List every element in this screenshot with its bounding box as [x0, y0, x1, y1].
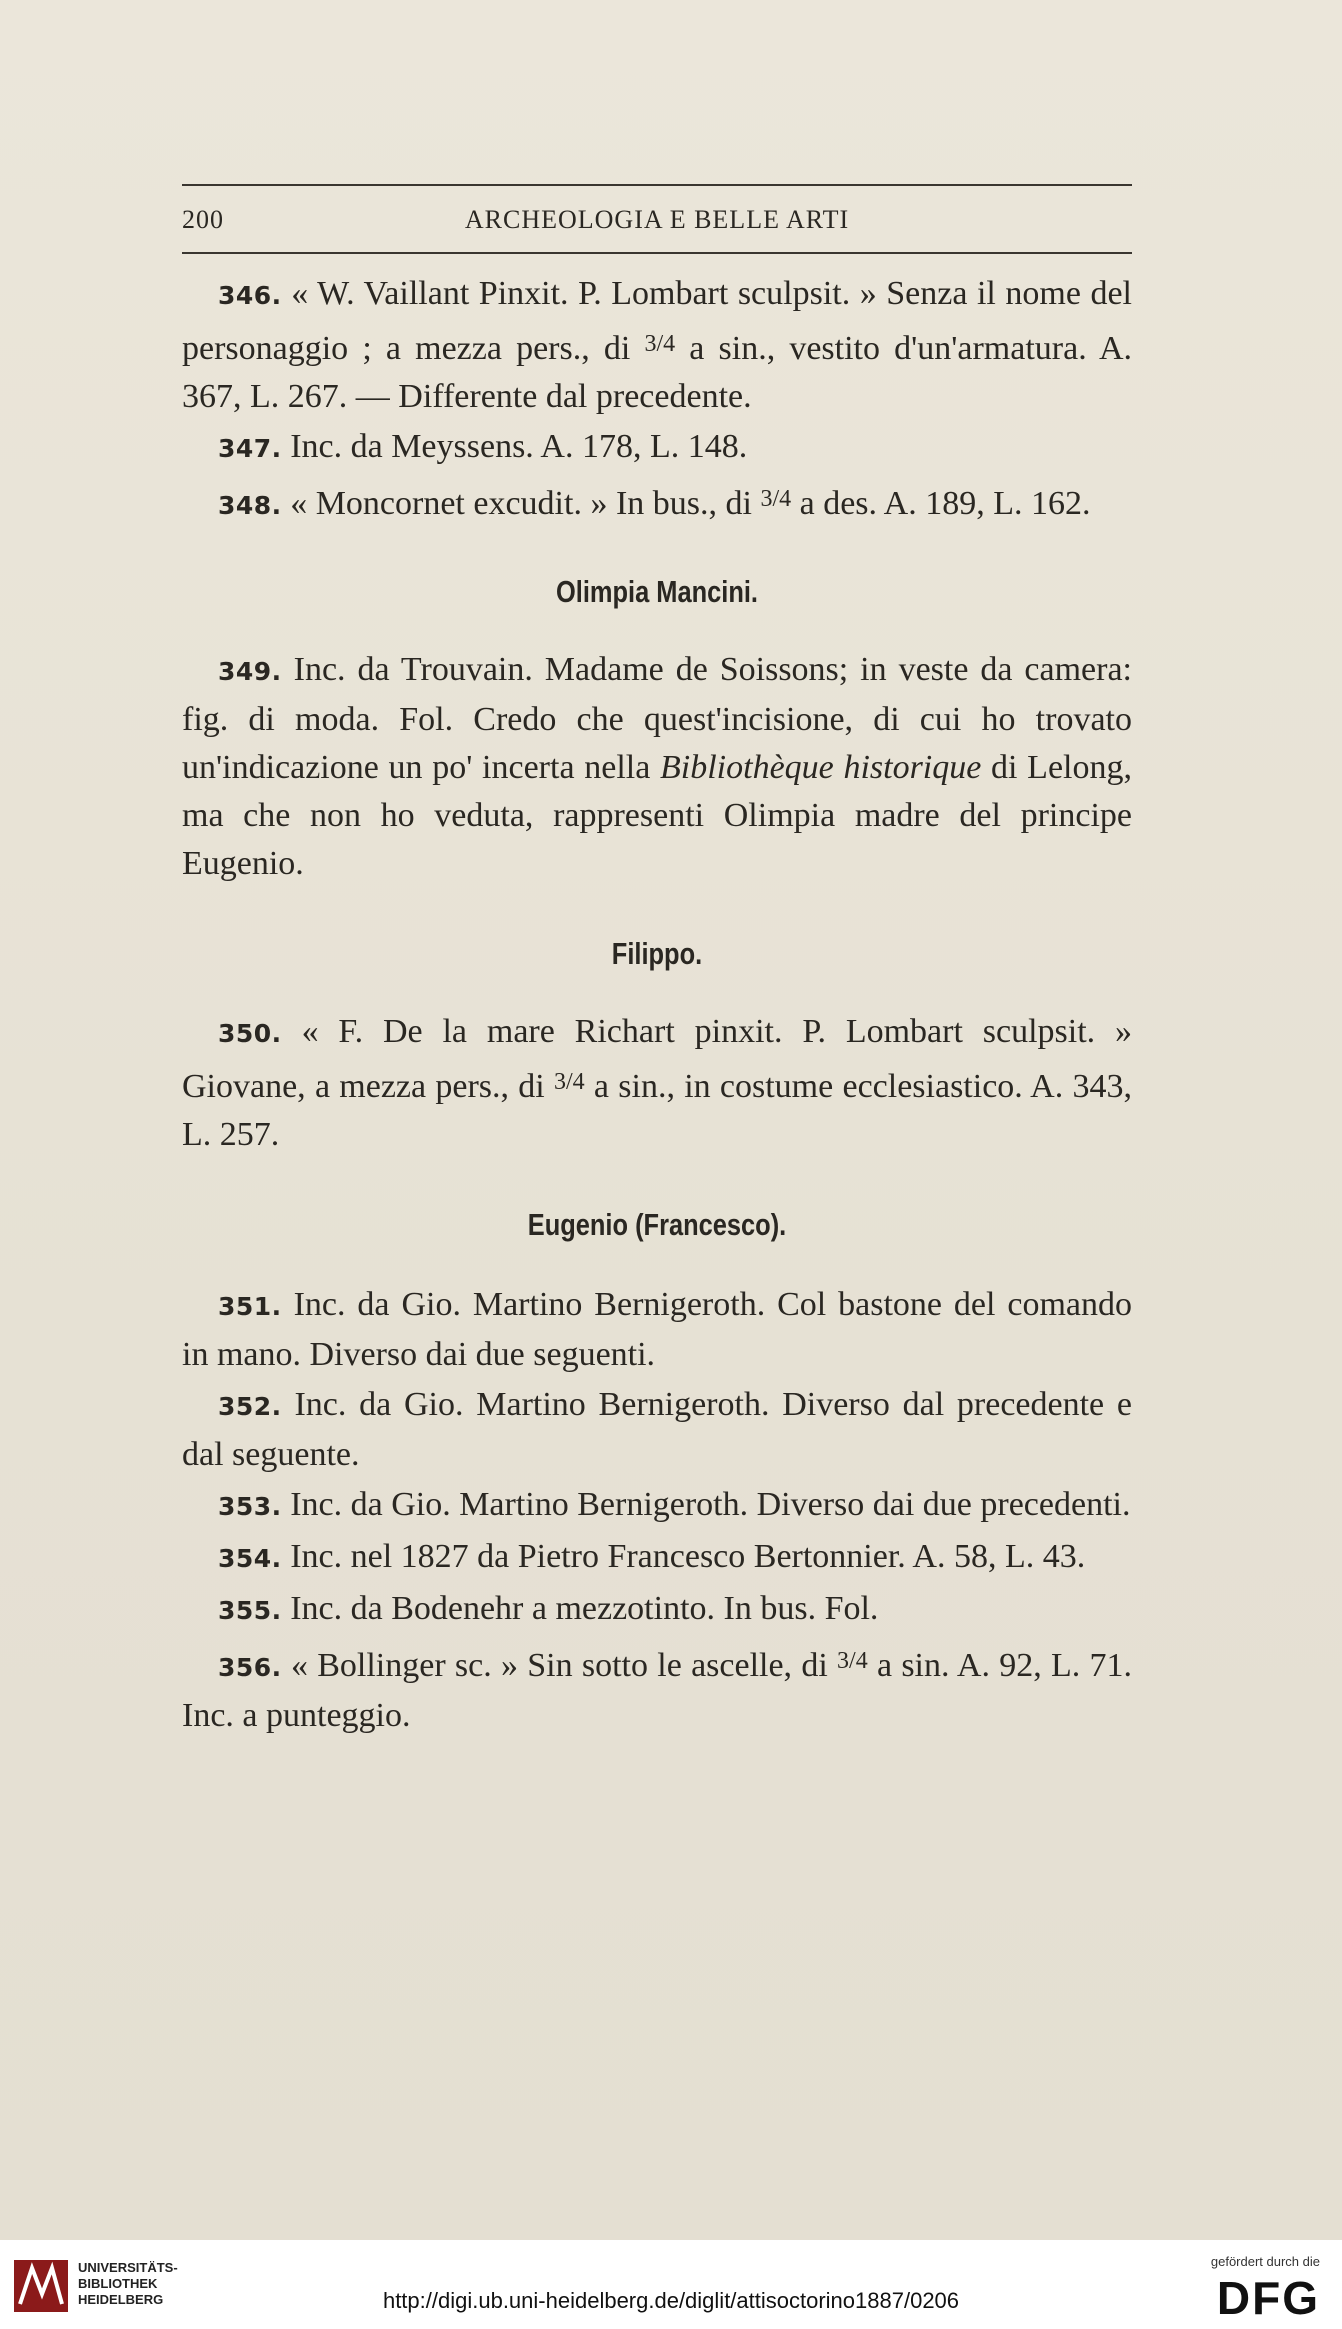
entry-text-continued: a sin., vestito d'un'armatura. A. 367, L. 267. — Differente dal precedente.: [182, 330, 1133, 415]
page-number: 200: [182, 205, 224, 234]
entry-text: « F. De la mare Richart pinxit. P. Lombart sculpsit. » Giovane, a mezza pers., di: [182, 1013, 1133, 1105]
running-header: [182, 205, 1132, 245]
entry-text: Inc. da Bodenehr a mezzotinto. In bus. Fol.: [290, 1590, 879, 1627]
entry-number: 352.: [218, 1392, 282, 1421]
fraction: 3/4: [760, 486, 792, 512]
entry-text: Inc. da Meyssens. A. 178, L. 148.: [290, 428, 748, 465]
entry-number: 356.: [218, 1653, 282, 1682]
entry-number: 347.: [218, 434, 282, 463]
library-line-2: BIBLIOTHEK: [78, 2276, 158, 2291]
running-title: ARCHEOLOGIA E BELLE ARTI: [464, 205, 850, 234]
library-line-1: UNIVERSITÄTS-: [78, 2260, 178, 2275]
entry-353: [182, 1481, 1132, 1531]
entry-text: « W. Vaillant Pinxit. P. Lombart sculpsit. » Senza il nome del personaggio ; a mezza pers., di: [182, 275, 1133, 367]
header-rule-top: [182, 184, 1132, 186]
fraction: 3/4: [837, 1648, 868, 1674]
entry-348: [182, 475, 1132, 530]
section-heading-filippo: Filippo.: [611, 936, 703, 971]
entry-349: [182, 646, 1132, 888]
permalink-url[interactable]: http://digi.ub.uni-heidelberg.de/diglit/attisoctorino1887/0206: [382, 2288, 960, 2313]
entry-number: 350.: [218, 1019, 282, 1048]
entry-text: Inc. da Gio. Martino Bernigeroth. Diverso dai due precedenti.: [290, 1486, 1131, 1523]
header-rule-bottom: [182, 252, 1132, 254]
entry-number: 351.: [218, 1292, 282, 1321]
italic-title: Bibliothèque historique: [660, 749, 982, 786]
entry-355: [182, 1585, 1132, 1635]
entry-text-continued: a sin., in costume ecclesiastico. A. 343, L. 257.: [182, 1068, 1132, 1153]
entry-351: [182, 1281, 1132, 1379]
entry-356: [182, 1637, 1132, 1740]
entry-text-continued: di Lelong, ma che non ho veduta, rappresenti Olimpia madre del principe Eugenio.: [182, 749, 1132, 882]
entry-number: 354.: [218, 1544, 282, 1573]
entry-text: Inc. nel 1827 da Pietro Francesco Bertonnier. A. 58, L. 43.: [290, 1538, 1086, 1575]
section-heading-olimpia: Olimpia Mancini.: [555, 574, 758, 609]
entry-text-continued: a des. A. 189, L. 162.: [791, 485, 1091, 522]
entry-text: Inc. da Trouvain. Madame de Soissons; in veste da camera: fig. di moda. Fol. Credo che quest'incisione, di cui ho trovato un'indicazione un po' incerta nella: [182, 651, 1132, 786]
entry-text-continued: a sin. A. 92, L. 71. Inc. a punteggio.: [182, 1647, 1132, 1734]
entry-347: [182, 423, 1132, 473]
entry-text: « Bollinger sc. » Sin sotto le ascelle, di: [290, 1647, 838, 1684]
entry-text: Inc. da Gio. Martino Bernigeroth. Col bastone del comando in mano. Diverso dai due seguenti.: [182, 1286, 1133, 1373]
entry-number: 355.: [218, 1596, 282, 1625]
entry-text: « Moncornet excudit. » In bus., di: [290, 485, 761, 522]
entry-354: [182, 1533, 1132, 1583]
entry-number: 348.: [218, 491, 282, 520]
entry-number: 349.: [218, 657, 282, 686]
section-heading-eugenio: Eugenio (Francesco).: [527, 1207, 787, 1242]
sponsor-label: gefördert durch die: [1210, 2254, 1320, 2269]
entry-350: [182, 1008, 1132, 1159]
entry-346: [182, 270, 1132, 421]
page-body: [182, 270, 1132, 1742]
fraction: 3/4: [553, 1069, 585, 1095]
entry-number: 353.: [218, 1492, 282, 1521]
library-line-3: HEIDELBERG: [78, 2292, 164, 2307]
entry-number: 346.: [218, 281, 282, 310]
viewer-footer: [0, 2240, 1342, 2329]
entry-text: Inc. da Gio. Martino Bernigeroth. Diverso dal precedente e dal seguente.: [182, 1386, 1132, 1473]
fraction: 3/4: [644, 331, 676, 357]
dfg-logo: DFG: [1216, 2272, 1320, 2324]
entry-352: [182, 1381, 1132, 1479]
